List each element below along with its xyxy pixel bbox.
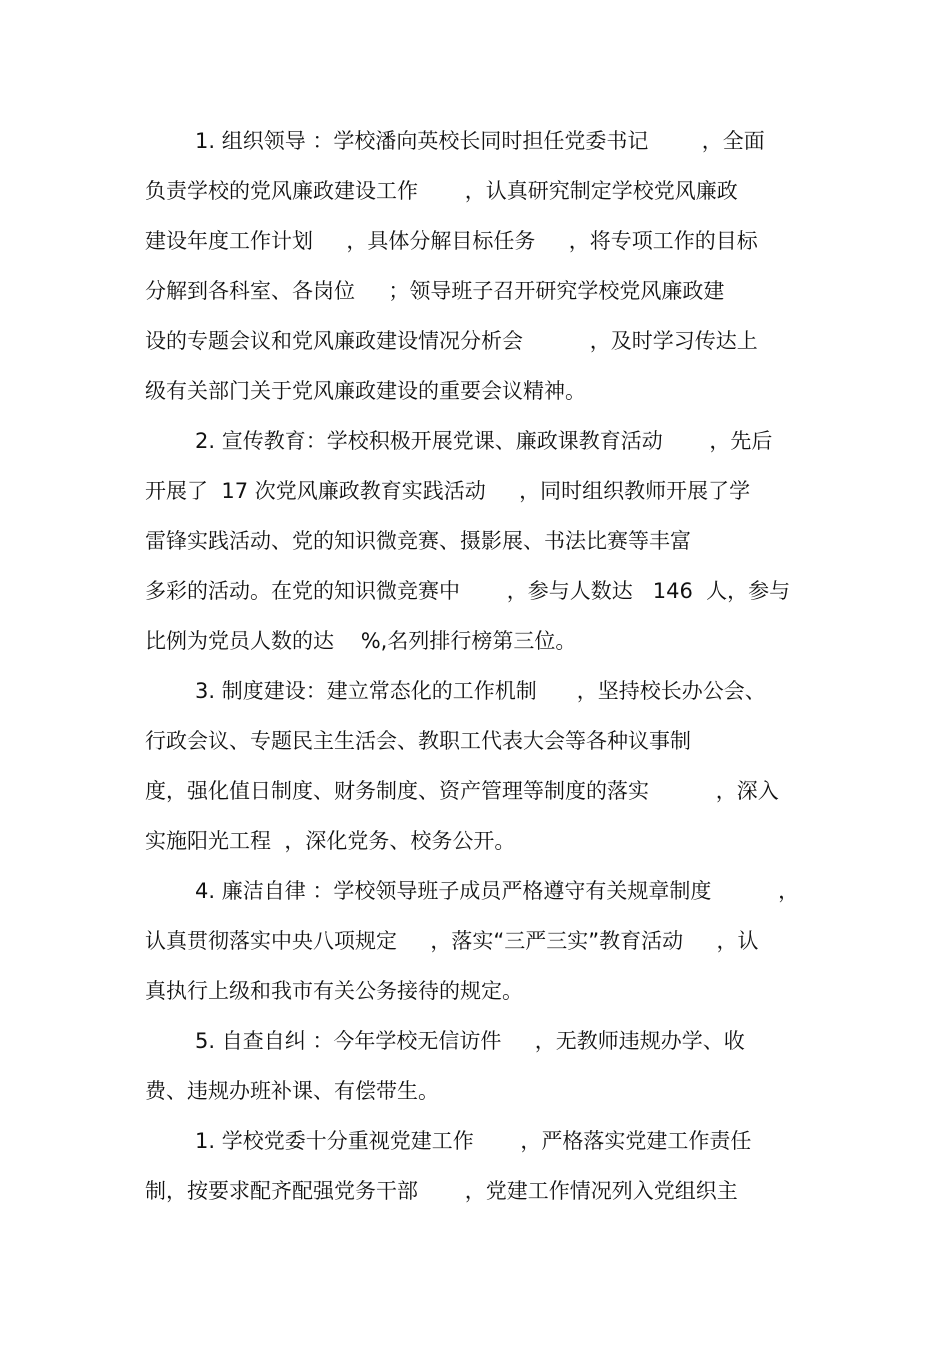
paragraph-1-line-5: 设的专题会议和党风廉政建设情况分析会 ，及时学习传达上	[145, 329, 758, 353]
paragraph-4-line-3: 真执行上级和我市有关公务接待的规定。	[145, 979, 523, 1003]
paragraph-1-line-1: 1. 组织领导 ：学校潘向英校长同时担任党委书记 ，全面	[195, 129, 765, 153]
paragraph-6-line-2: 制，按要求配齐配强党务干部 ，党建工作情况列入党组织主	[145, 1179, 738, 1203]
paragraph-3-line-1: 3. 制度建设：建立常态化的工作机制 ，坚持校长办公会、	[195, 679, 766, 703]
paragraph-5-line-1: 5. 自查自纠 ：今年学校无信访件 ，无教师违规办学、收	[195, 1029, 745, 1053]
paragraph-3-line-2: 行政会议、专题民主生活会、教职工代表大会等各种议事制	[145, 729, 691, 753]
paragraph-2-line-4: 多彩的活动。在党的知识微竞赛中 ，参与人数达 146 人，参与	[145, 579, 791, 603]
paragraph-5-line-2: 费、违规办班补课、有偿带生。	[145, 1079, 439, 1103]
paragraph-1-line-4: 分解到各科室、各岗位 ；领导班子召开研究学校党风廉政建	[145, 279, 725, 303]
paragraph-3-line-4: 实施阳光工程 ，深化党务、校务公开。	[145, 829, 516, 853]
paragraph-6-line-1: 1. 学校党委十分重视党建工作 ，严格落实党建工作责任	[195, 1129, 752, 1153]
paragraph-1-line-6: 级有关部门关于党风廉政建设的重要会议精神。	[145, 379, 586, 403]
paragraph-4-line-2: 认真贯彻落实中央八项规定 ，落实“三严三实”教育活动 ，认	[145, 929, 759, 953]
paragraph-4-line-1: 4. 廉洁自律 ：学校领导班子成员严格遵守有关规章制度 ，	[195, 879, 800, 903]
paragraph-2-line-1: 2. 宣传教育：学校积极开展党课、廉政课教育活动 ，先后	[195, 429, 773, 453]
paragraph-3-line-3: 度，强化值日制度、财务制度、资产管理等制度的落实 ，深入	[145, 779, 779, 803]
paragraph-2-line-5: 比例为党员人数的达 %,名列排行榜第三位。	[145, 629, 577, 653]
paragraph-2-line-3: 雷锋实践活动、党的知识微竞赛、摄影展、书法比赛等丰富	[145, 529, 691, 553]
paragraph-2-line-2: 开展了 17 次党风廉政教育实践活动 ，同时组织教师开展了学	[145, 479, 751, 503]
paragraph-1-line-3: 建设年度工作计划 ，具体分解目标任务 ，将专项工作的目标	[145, 229, 758, 253]
paragraph-1-line-2: 负责学校的党风廉政建设工作 ，认真研究制定学校党风廉政	[145, 179, 738, 203]
